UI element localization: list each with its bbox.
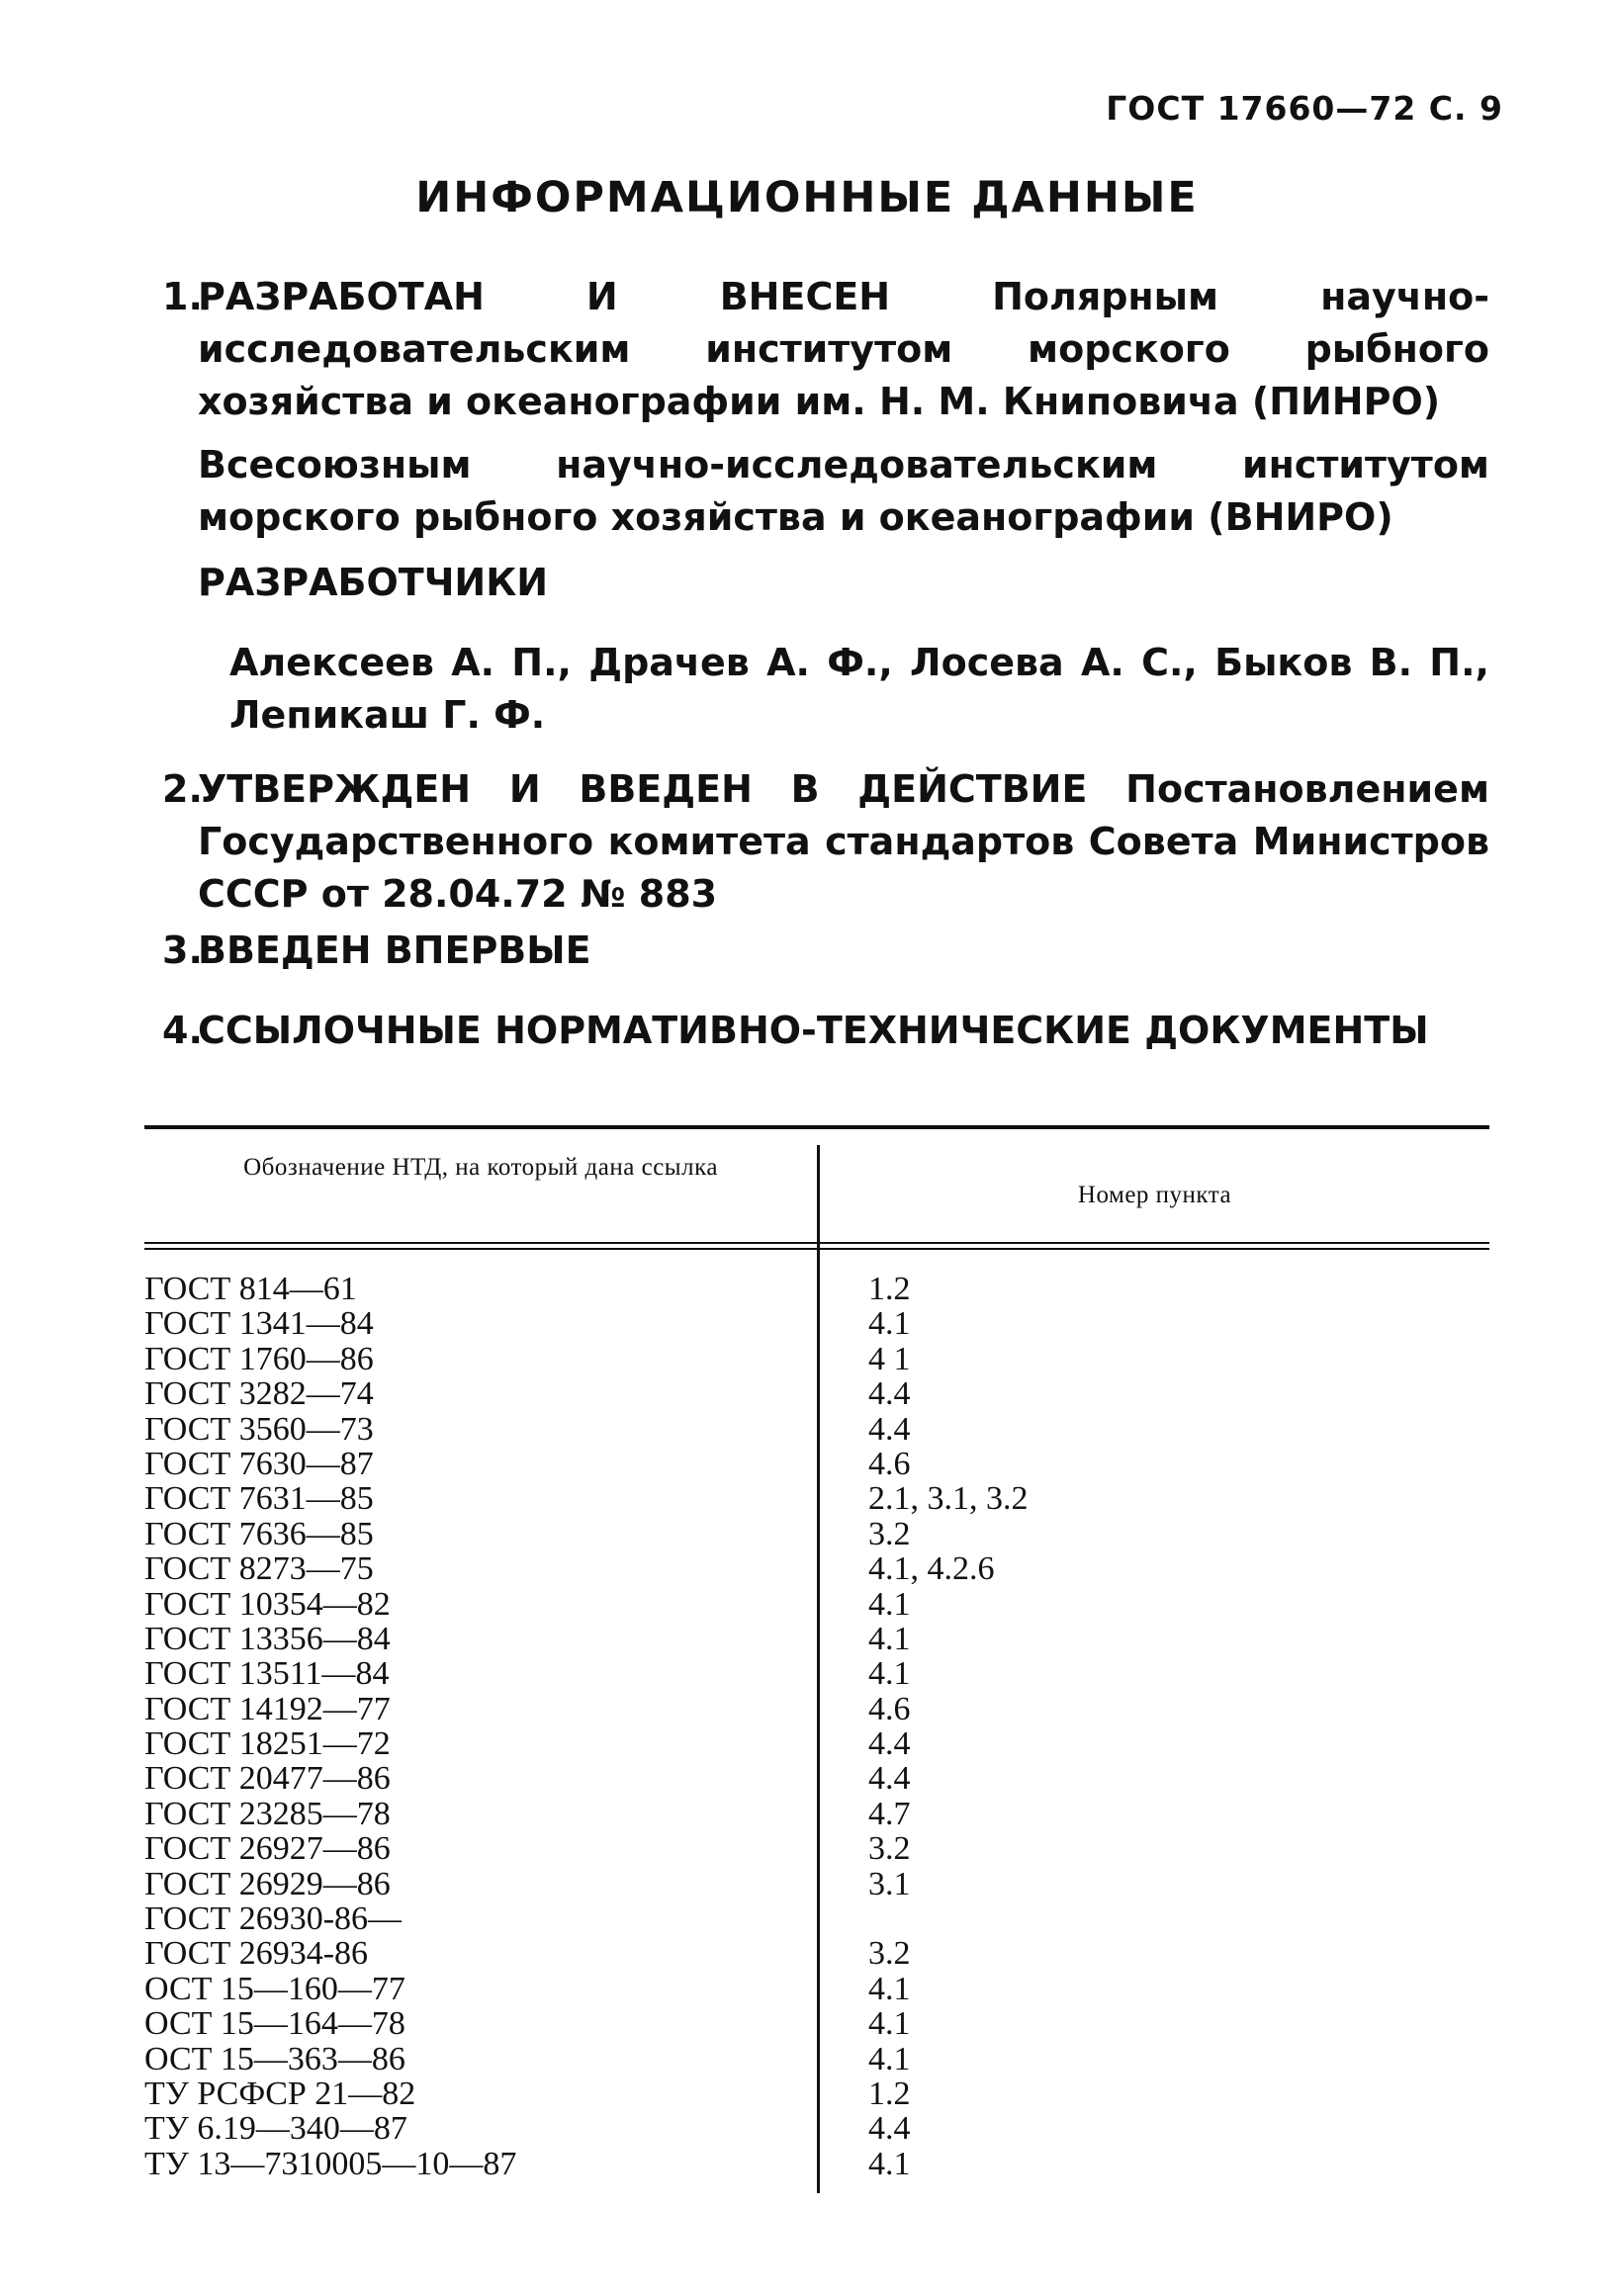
developers-list: Алексеев А. П., Драчев А. Ф., Лосева А. С., Быков В. П., Лепикаш Г. Ф. (229, 641, 1489, 737)
section-4 (162, 1005, 1489, 1057)
table-row (144, 1587, 1489, 1622)
ntd-designation: ТУ 6.19—340—87 (144, 2110, 407, 2148)
section-2 (162, 763, 1489, 921)
ntd-designation: ГОСТ 13356—84 (144, 1620, 391, 1657)
clause-number: 4 1 (868, 1340, 911, 1377)
section-1-text-2: Всесоюзным научно-исследовательским институтом морского рыбного хозяйства и океанографии (ВНИРО) (198, 443, 1489, 539)
table-row (144, 2006, 1489, 2041)
ntd-designation: ГОСТ 7636—85 (144, 1515, 374, 1552)
table-row (144, 1272, 1489, 1306)
ntd-designation: ГОСТ 3560—73 (144, 1410, 374, 1448)
ntd-designation: ГОСТ 7630—87 (144, 1445, 374, 1482)
page-title: ИНФОРМАЦИОННЫЕ ДАННЫЕ (415, 173, 1199, 222)
table-row (144, 1797, 1489, 1831)
table-row (144, 1551, 1489, 1586)
clause-number: 4.1 (868, 2145, 911, 2182)
ntd-designation: ГОСТ 13511—84 (144, 1655, 390, 1693)
section-3-text: ВВЕДЕН ВПЕРВЫЕ (198, 928, 591, 972)
clause-number: 2.1, 3.1, 3.2 (868, 1480, 1029, 1518)
ntd-designation: ГОСТ 26934-86 (144, 1935, 369, 1973)
clause-number: 4.4 (868, 1760, 911, 1798)
section-3 (162, 925, 1489, 977)
table-row (144, 1936, 1489, 1971)
table-row (144, 1726, 1489, 1761)
table-row (144, 1376, 1489, 1411)
clause-number: 4.1 (868, 1655, 911, 1693)
table-row (144, 1517, 1489, 1551)
ntd-designation: ГОСТ 26927—86 (144, 1830, 391, 1868)
ntd-designation: ОСТ 15—363—86 (144, 2040, 405, 2077)
section-3-number: 3. (162, 928, 203, 972)
clause-number: 4.4 (868, 2110, 911, 2148)
table-row (144, 1692, 1489, 1726)
clause-number: 3.2 (868, 1935, 911, 1973)
table-row (144, 1901, 1489, 1936)
table-row (144, 2076, 1489, 2111)
clause-number: 4.1 (868, 2005, 911, 2043)
table-row (144, 2147, 1489, 2181)
clause-number: 1.2 (868, 1271, 911, 1307)
ntd-designation: ГОСТ 23285—78 (144, 1795, 391, 1832)
ntd-designation: ГОСТ 26930-86— (144, 1900, 403, 1938)
clause-number: 1.2 (868, 2075, 911, 2112)
ntd-designation: ГОСТ 8273—75 (144, 1550, 374, 1588)
reference-table (144, 1125, 1489, 2193)
ntd-designation: ГОСТ 1341—84 (144, 1305, 374, 1343)
section-1-text: РАЗРАБОТАН И ВНЕСЕН Полярным научно-исследовательским институтом морского рыбного хозяйства и океанографии им. Н. М. Книповича (ПИНРО) (198, 275, 1489, 423)
section-1-number: 1. (162, 275, 203, 318)
table-top-rule (144, 1125, 1489, 1129)
table-body (144, 1272, 1489, 2181)
clause-number: 3.2 (868, 1830, 911, 1868)
table-row (144, 1622, 1489, 1656)
document-reference: ГОСТ 17660—72 С. 9 (1106, 89, 1503, 128)
table-row (144, 1481, 1489, 1516)
ntd-designation: ГОСТ 1760—86 (144, 1340, 374, 1377)
developers-heading: РАЗРАБОТЧИКИ (198, 561, 549, 604)
clause-number: 4.1, 4.2.6 (868, 1550, 995, 1588)
ntd-designation: ГОСТ 20477—86 (144, 1760, 391, 1798)
clause-number: 4.6 (868, 1690, 911, 1727)
table-row (144, 2042, 1489, 2076)
ntd-designation: ГОСТ 7631—85 (144, 1480, 374, 1518)
clause-number: 4.1 (868, 1585, 911, 1623)
clause-number: 4.1 (868, 1620, 911, 1657)
section-1 (162, 271, 1489, 428)
table-row (144, 1831, 1489, 1866)
table-row (144, 1412, 1489, 1447)
clause-number: 4.6 (868, 1445, 911, 1482)
section-4-number: 4. (162, 1009, 203, 1052)
ntd-designation: ГОСТ 14192—77 (144, 1690, 391, 1727)
table-row (144, 1656, 1489, 1691)
section-2-text: УТВЕРЖДЕН И ВВЕДЕН В ДЕЙСТВИЕ Постановлением Государственного комитета стандартов Совета Министров СССР от 28.04.72 № 883 (198, 767, 1489, 916)
ntd-designation: ГОСТ 26929—86 (144, 1865, 391, 1902)
table-row (144, 1447, 1489, 1481)
clause-number: 3.1 (868, 1865, 911, 1902)
ntd-designation: ТУ РСФСР 21—82 (144, 2075, 416, 2112)
ntd-designation: ОСТ 15—160—77 (144, 1970, 405, 2007)
clause-number: 4.4 (868, 1725, 911, 1763)
table-header-rule (144, 1242, 1489, 1244)
clause-number: 4.7 (868, 1795, 911, 1832)
table-row (144, 1972, 1489, 2006)
clause-number: 4.1 (868, 1970, 911, 2007)
table-row (144, 1867, 1489, 1901)
table-header-clause: Номер пункта (1077, 1182, 1232, 1208)
clause-number: 4.1 (868, 1305, 911, 1343)
clause-number: 4.4 (868, 1375, 911, 1413)
table-row (144, 1306, 1489, 1341)
table-row (144, 2111, 1489, 2146)
ntd-designation: ГОСТ 3282—74 (144, 1375, 374, 1413)
clause-number: 4.1 (868, 2040, 911, 2077)
clause-number: 3.2 (868, 1515, 911, 1552)
table-header-rule-2 (144, 1248, 1489, 1250)
table-header-designation: Обозначение НТД, на который дана ссылка (243, 1154, 718, 1181)
section-2-number: 2. (162, 767, 203, 811)
ntd-designation: ГОСТ 10354—82 (144, 1585, 391, 1623)
table-row (144, 1761, 1489, 1796)
clause-number: 4.4 (868, 1410, 911, 1448)
section-4-text: ССЫЛОЧНЫЕ НОРМАТИВНО-ТЕХНИЧЕСКИЕ ДОКУМЕНТЫ (198, 1009, 1429, 1052)
ntd-designation: ГОСТ 18251—72 (144, 1725, 391, 1763)
ntd-designation: ОСТ 15—164—78 (144, 2005, 405, 2043)
ntd-designation: ТУ 13—7310005—10—87 (144, 2145, 517, 2182)
table-row (144, 1342, 1489, 1376)
ntd-designation: ГОСТ 814—61 (144, 1271, 357, 1307)
